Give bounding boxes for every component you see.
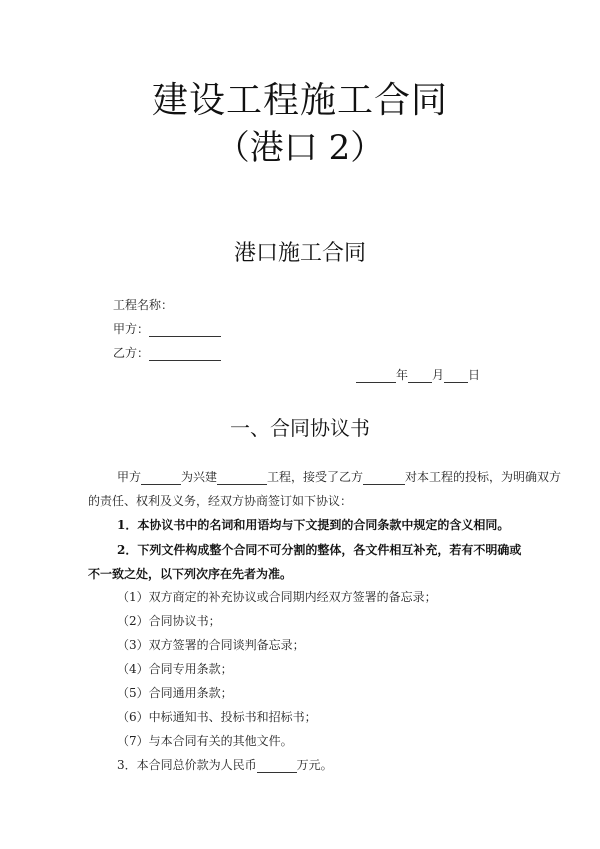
party-a-blank (149, 324, 221, 337)
blank-amount (257, 760, 297, 773)
intro-line-1: 甲方 为兴建 工程，接受了乙方 对本工程的投标，为明确双方 (117, 470, 562, 484)
list-item: （4）合同专用条款； (117, 662, 233, 676)
party-a-field (113, 320, 221, 337)
project-name-label: 工程名称： (113, 298, 174, 312)
intro-line-2: 的责任、权利及义务，经双方协商签订如下协议： (88, 494, 353, 508)
date-line (356, 366, 480, 383)
party-a-label: 甲方： (113, 322, 150, 336)
list-item: （3）双方签署的合同谈判备忘录； (117, 638, 305, 652)
party-b-label: 乙方： (113, 346, 150, 360)
blank-party-b (363, 472, 405, 485)
day-label: 日 (468, 368, 481, 382)
document-title-subline: （港口 2） (215, 128, 385, 168)
blank-party-a (141, 472, 181, 485)
contract-subtitle: 港口施工合同 (233, 241, 366, 266)
section-title-agreement: 一、合同协议书 (230, 416, 370, 440)
clause-2-line-2: 不一致之处，以下列次序在先者为准。 (88, 567, 293, 581)
blank-project (217, 472, 267, 485)
list-item: （2）合同协议书； (117, 614, 221, 628)
party-b-field (113, 344, 221, 361)
month-label: 月 (432, 368, 445, 382)
month-blank (408, 370, 432, 383)
day-blank (444, 370, 468, 383)
document-title: 建设工程施工合同 (151, 80, 448, 121)
list-item: （1）双方商定的补充协议或合同期内经双方签署的备忘录； (117, 590, 437, 604)
clause-2-line-1: 2．下列文件构成整个合同不可分割的整体，各文件相互补充，若有不明确或 (117, 543, 522, 557)
clause-1: 1．本协议书中的名词和用语均与下文提到的合同条款中规定的含义相同。 (117, 518, 510, 532)
list-item: （6）中标通知书、投标书和招标书； (117, 710, 317, 724)
year-label: 年 (396, 368, 409, 382)
project-name-field (113, 296, 173, 313)
list-item: （7）与本合同有关的其他文件。 (117, 734, 293, 748)
party-b-blank (149, 348, 221, 361)
clause-3: 3．本合同总价款为人民币 万元。 (117, 758, 333, 772)
year-blank (356, 370, 396, 383)
list-item: （5）合同通用条款； (117, 686, 233, 700)
